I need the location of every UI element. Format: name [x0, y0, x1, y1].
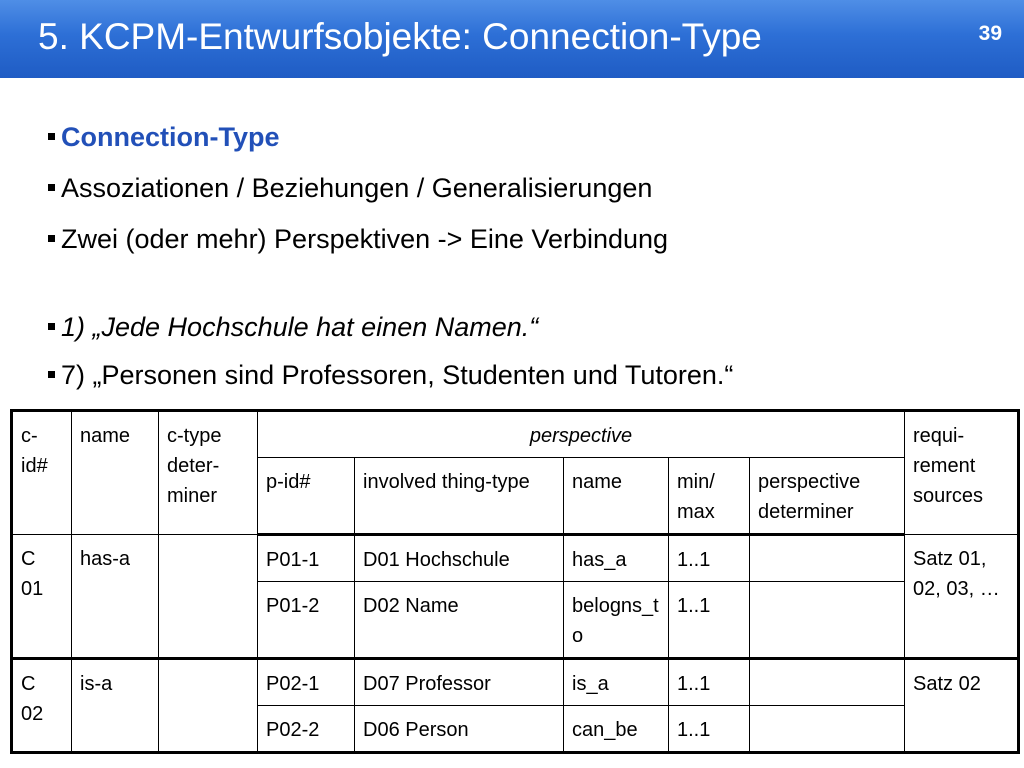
p-name-cell: belogns_to: [564, 582, 669, 659]
table-row: [12, 535, 1019, 582]
p-name-cell: is_a: [564, 659, 669, 706]
thing-cell: D01 Hochschule: [355, 535, 564, 582]
header-minmax: min/ max: [669, 458, 750, 535]
table-header-row: [12, 411, 1019, 458]
connection-type-table: [10, 409, 1020, 754]
bullet-item: [48, 308, 733, 356]
ctype-cell: [159, 659, 258, 753]
determiner-cell: [750, 535, 905, 582]
bullet-list: [48, 118, 733, 407]
p-name-cell: has_a: [564, 535, 669, 582]
header-p-id: p-id#: [258, 458, 355, 535]
bullet-item: [48, 169, 733, 220]
header-perspective: perspective: [258, 411, 905, 458]
bullet-item: [48, 220, 733, 308]
header-persp-determiner: perspective determiner: [750, 458, 905, 535]
bullet-item: [48, 118, 733, 169]
c-id-cell: C 02: [12, 659, 72, 753]
determiner-cell: [750, 582, 905, 659]
slide-title: 5. KCPM-Entwurfsobjekte: Connection-Type: [38, 16, 762, 57]
bullet-text: 7) „Personen sind Professoren, Studenten und Tutoren.“: [61, 360, 734, 390]
p-id-cell: P02-1: [258, 659, 355, 706]
header-requirement: requi-rement sources: [905, 411, 1019, 535]
requirement-cell: Satz 02: [905, 659, 1019, 753]
p-id-cell: P02-2: [258, 706, 355, 753]
p-id-cell: P01-2: [258, 582, 355, 659]
header-thing-type: involved thing-type: [355, 458, 564, 535]
minmax-cell: 1..1: [669, 535, 750, 582]
minmax-cell: 1..1: [669, 659, 750, 706]
minmax-cell: 1..1: [669, 582, 750, 659]
square-bullet-icon: [48, 184, 55, 191]
p-name-cell: can_be: [564, 706, 669, 753]
bullet-text: Zwei (oder mehr) Perspektiven -> Eine Verbindung: [61, 224, 669, 254]
bullet-text: Connection-Type: [61, 122, 280, 152]
determiner-cell: [750, 659, 905, 706]
table-row: [12, 659, 1019, 706]
bullet-text: Assoziationen / Beziehungen / Generalisierungen: [61, 173, 653, 203]
square-bullet-icon: [48, 235, 55, 242]
bullet-text: 1) „Jede Hochschule hat einen Namen.“: [61, 312, 539, 342]
requirement-cell: Satz 01, 02, 03, …: [905, 535, 1019, 659]
minmax-cell: 1..1: [669, 706, 750, 753]
p-id-cell: P01-1: [258, 535, 355, 582]
page-number: 39: [978, 22, 1002, 45]
square-bullet-icon: [48, 133, 55, 140]
header-ctype: c-type deter-miner: [159, 411, 258, 535]
header-c-id: c-id#: [12, 411, 72, 535]
name-cell: is-a: [72, 659, 159, 753]
name-cell: has-a: [72, 535, 159, 659]
square-bullet-icon: [48, 371, 55, 378]
header-name: name: [72, 411, 159, 535]
ctype-cell: [159, 535, 258, 659]
header-p-name: name: [564, 458, 669, 535]
title-bar: [0, 0, 1024, 78]
bullet-item: [48, 356, 733, 407]
thing-cell: D02 Name: [355, 582, 564, 659]
c-id-cell: C 01: [12, 535, 72, 659]
determiner-cell: [750, 706, 905, 753]
thing-cell: D06 Person: [355, 706, 564, 753]
square-bullet-icon: [48, 323, 55, 330]
thing-cell: D07 Professor: [355, 659, 564, 706]
